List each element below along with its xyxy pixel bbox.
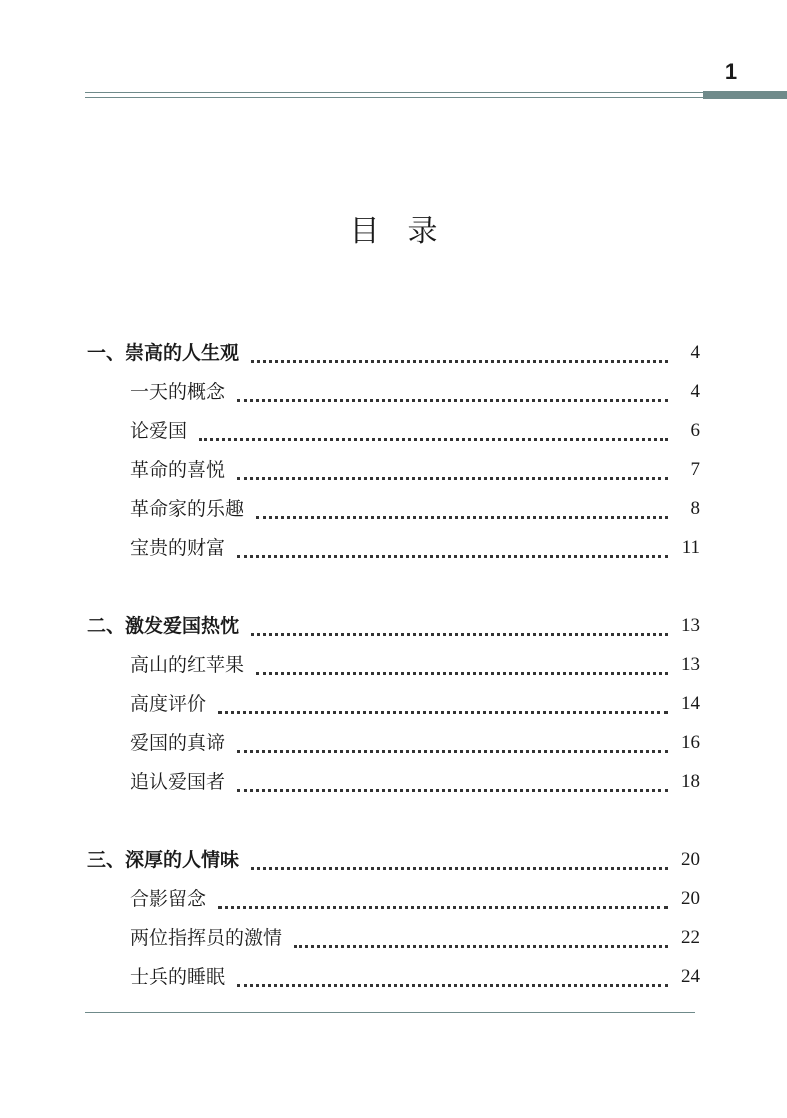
dot-leader [218, 906, 668, 909]
entry-page-number: 4 [690, 342, 700, 363]
entry-title: 革命的喜悦 [130, 459, 226, 481]
entry-title: 三、深厚的人情味 [87, 849, 240, 871]
dot-leader [251, 633, 668, 636]
dot-leader [256, 672, 668, 675]
toc-section-entry[interactable] [0, 416, 787, 446]
entry-page-number: 13 [681, 615, 700, 636]
toc-chapter-entry[interactable] [0, 611, 787, 641]
entry-page-number: 20 [681, 849, 700, 870]
entry-page-number: 11 [681, 537, 700, 558]
toc-chapter-entry[interactable] [0, 338, 787, 368]
entry-title: 爱国的真谛 [130, 732, 226, 754]
dot-leader [237, 789, 668, 792]
entry-page-number: 22 [681, 927, 700, 948]
dot-leader [251, 867, 668, 870]
toc-title: 目录 [349, 214, 466, 249]
page-number: 1 [724, 59, 738, 84]
toc-section-entry[interactable] [0, 728, 787, 758]
entry-title: 合影留念 [130, 888, 207, 910]
entry-title: 宝贵的财富 [130, 537, 226, 559]
toc-chapter-entry[interactable] [0, 845, 787, 875]
dot-leader [218, 711, 668, 714]
entry-page-number: 16 [681, 732, 700, 753]
entry-page-number: 20 [681, 888, 700, 909]
entry-title: 追认爱国者 [130, 771, 226, 793]
entry-title: 士兵的睡眠 [130, 966, 226, 988]
toc-section-entry[interactable] [0, 962, 787, 992]
entry-page-number: 14 [681, 693, 700, 714]
dot-leader [294, 945, 668, 948]
toc-section-entry[interactable] [0, 884, 787, 914]
toc-section-entry[interactable] [0, 923, 787, 953]
dot-leader [237, 555, 668, 558]
entry-title: 革命家的乐趣 [130, 498, 245, 520]
toc-section-entry[interactable] [0, 494, 787, 524]
entry-title: 一天的概念 [130, 381, 226, 403]
dot-leader [199, 438, 668, 441]
entry-title: 论爱国 [130, 420, 188, 442]
entry-page-number: 18 [681, 771, 700, 792]
entry-page-number: 8 [690, 498, 700, 519]
entry-title: 高山的红苹果 [130, 654, 245, 676]
entry-title: 二、激发爱国热忱 [87, 615, 240, 637]
dot-leader [237, 399, 668, 402]
entry-title: 高度评价 [130, 693, 207, 715]
toc-section-entry[interactable] [0, 377, 787, 407]
toc-section-entry[interactable] [0, 533, 787, 563]
toc-section-entry[interactable] [0, 767, 787, 797]
entry-title: 一、崇高的人生观 [87, 342, 240, 364]
entry-page-number: 6 [690, 420, 700, 441]
entry-page-number: 24 [681, 966, 700, 987]
dot-leader [237, 477, 668, 480]
dot-leader [251, 360, 668, 363]
footer-rule [85, 1012, 695, 1013]
dot-leader [237, 984, 668, 987]
entry-page-number: 4 [690, 381, 700, 402]
dot-leader [256, 516, 668, 519]
entry-title: 两位指挥员的激情 [130, 927, 283, 949]
dot-leader [237, 750, 668, 753]
entry-page-number: 13 [681, 654, 700, 675]
toc-section-entry[interactable] [0, 689, 787, 719]
toc-section-entry[interactable] [0, 455, 787, 485]
toc-section-entry[interactable] [0, 650, 787, 680]
entry-page-number: 7 [690, 459, 700, 480]
